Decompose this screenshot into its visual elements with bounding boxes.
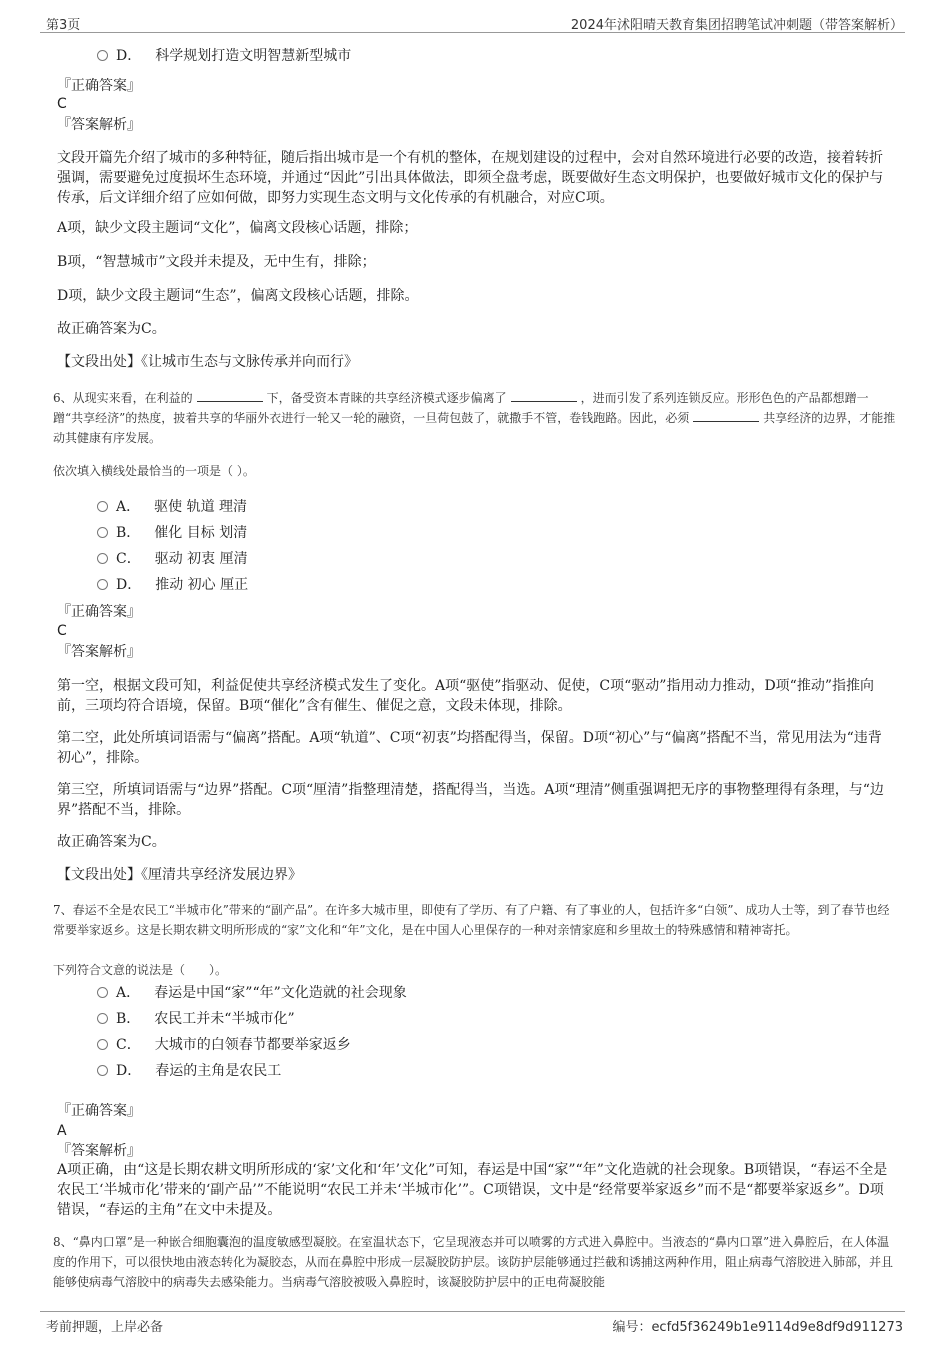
fill-blank	[197, 388, 263, 402]
radio-icon[interactable]	[97, 1065, 108, 1076]
radio-icon[interactable]	[97, 987, 108, 998]
answer-label: 『正确答案』	[57, 604, 141, 620]
footer-slogan: 考前押题，上岸必备	[46, 1320, 164, 1335]
answer-label: 『正确答案』	[57, 78, 141, 94]
page-header	[40, 10, 905, 33]
option-b[interactable]: B． 农民工并未“半城市化”	[97, 1010, 295, 1028]
question-stem: 8、“鼻内口罩”是一种嵌合细胞囊泡的温度敏感型凝胶。在室温状态下，它呈现液态并可以喷雾的方式进入鼻腔中。当液态的“鼻内口罩”进入鼻腔后，在人体温度的作用下，可以很快地由液态转化为凝胶态，从而在鼻腔中形成一层凝胶防护层。该防护层能够通过拦截和诱捕这两种作用，阻止病毒气溶胶进入肺部，并且能够使病毒气溶胶中的病毒失去感染能力。当病毒气溶胶被吸入鼻腔时，该凝胶防护层中的正电荷凝胶能	[53, 1235, 894, 1289]
analysis-label: 『答案解析』	[57, 117, 141, 133]
radio-icon[interactable]	[97, 1013, 108, 1024]
option-b[interactable]: B． 催化 目标 划清	[97, 524, 247, 542]
option-d[interactable]: D． 推动 初心 厘正	[97, 576, 248, 594]
fill-blank	[693, 408, 759, 422]
question-stem: 7、春运不全是农民工“半城市化”带来的“副产品”。在许多大城市里，即使有了学历、有了户籍、有了事业的人，包括许多“白领”、成功人士等，到了春节也经常要举家返乡。这是长期农耕文明所形成的“家”文化和“年”文化，是在中国人心里保存的一种对亲情家庭和乡里故土的特殊感情和精神寄托。	[53, 903, 890, 937]
analysis-paragraph: 第二空，此处所填词语需与“偏离”搭配。A项“轨道”、C项“初衷”均搭配得当，保留。D项“初心”与“偏离”搭配不当，常见用法为“违背初心”，排除。	[57, 730, 882, 766]
analysis-paragraph: 文段开篇先介绍了城市的多种特征，随后指出城市是一个有机的整体，在规划建设的过程中，会对自然环境进行必要的改造，接着转折强调，需要避免过度损坏生态环境，并通过“因此”引出具体做法，即须全盘考虑，既要做好生态文明保护，也要做好城市文化的保护与传承，后文详细介绍了应如何做，即努力实现生态文明与文化传承的有机融合，对应C项。	[57, 150, 884, 206]
source-citation: 【文段出处】《让城市生态与文脉传承并向而行》	[57, 354, 358, 370]
analysis-label: 『答案解析』	[57, 1143, 141, 1159]
radio-icon[interactable]	[97, 501, 108, 512]
page-number: 第3页	[46, 18, 81, 33]
analysis-paragraph: D项，缺少文段主题词“生态”，偏离文段核心话题，排除。	[57, 288, 419, 304]
radio-icon[interactable]	[97, 527, 108, 538]
question-prompt: 依次填入横线处最恰当的一项是（ ）。	[53, 464, 255, 478]
answer-value: C	[57, 96, 67, 112]
analysis-paragraph: 第三空，所填词语需与“边界”搭配。C项“厘清”指整理清楚，搭配得当，当选。A项“理清”侧重强调把无序的事物整理得有条理，与“边界”搭配不当，排除。	[57, 782, 884, 818]
analysis-label: 『答案解析』	[57, 644, 141, 660]
fill-blank	[511, 388, 577, 402]
analysis-paragraph: A项，缺少文段主题词“文化”，偏离文段核心话题，排除；	[57, 220, 418, 236]
radio-icon[interactable]	[97, 553, 108, 564]
option-a[interactable]: A． 春运是中国“家”“年”文化造就的社会现象	[97, 984, 407, 1002]
answer-value: C	[57, 623, 67, 639]
analysis-paragraph: 故正确答案为C。	[57, 321, 166, 337]
source-citation: 【文段出处】《厘清共享经济发展边界》	[57, 867, 302, 883]
radio-icon[interactable]	[97, 579, 108, 590]
option-d[interactable]: D． 春运的主角是农民工	[97, 1062, 281, 1080]
document-code: 编号：ecfd5f36249b1e9114d9e8df9d911273	[612, 1320, 903, 1335]
radio-icon[interactable]	[97, 1039, 108, 1050]
option-c[interactable]: C． 驱动 初衷 厘清	[97, 550, 248, 568]
question-stem: 6、从现实来看，在利益的 下，备受资本青睐的共享经济模式逐步偏离了 ，进而引发了系列连锁反应。形形色色的产品都想蹭一蹭“共享经济”的热度，披着共享的华丽外衣进行一轮又一轮的融资，一旦荷包鼓了，就撒手不管，卷钱跑路。因此，必须 共享经济的边界，才能推动其健康有序发展。	[53, 388, 898, 448]
analysis-paragraph: A项正确，由“这是长期农耕文明所形成的‘家’文化和‘年’文化”可知，春运是中国“家”“年”文化造就的社会现象。B项错误，“春运不全是农民工‘半城市化’带来的‘副产品’”不能说明“农民工并未‘半城市化’”。C项错误，文中是“经常要举家返乡”而不是“都要举家返乡”。D项错误，“春运的主角”在文中未提及。	[57, 1162, 888, 1218]
answer-label: 『正确答案』	[57, 1103, 141, 1119]
analysis-paragraph: B项，“智慧城市”文段并未提及，无中生有，排除；	[57, 254, 376, 270]
answer-value: A	[57, 1123, 67, 1139]
analysis-paragraph: 第一空，根据文段可知，利益促使共享经济模式发生了变化。A项“驱使”指驱动、促使，C项“驱动”指用动力推动，D项“推动”指推向前，三项均符合语境，保留。B项“催化”含有催生、催促之意，文段未体现，排除。	[57, 678, 874, 714]
question-prompt: 下列符合文意的说法是（ ）。	[53, 963, 228, 977]
option-d[interactable]: D． 科学规划打造文明智慧新型城市	[97, 47, 351, 65]
document-title: 2024年沭阳晴天教育集团招聘笔试冲刺题（带答案解析）	[570, 18, 903, 33]
radio-icon[interactable]	[97, 50, 108, 61]
page-footer	[40, 1311, 905, 1335]
option-a[interactable]: A． 驱使 轨道 理清	[97, 498, 247, 516]
analysis-paragraph: 故正确答案为C。	[57, 834, 166, 850]
option-c[interactable]: C． 大城市的白领春节都要举家返乡	[97, 1036, 351, 1054]
